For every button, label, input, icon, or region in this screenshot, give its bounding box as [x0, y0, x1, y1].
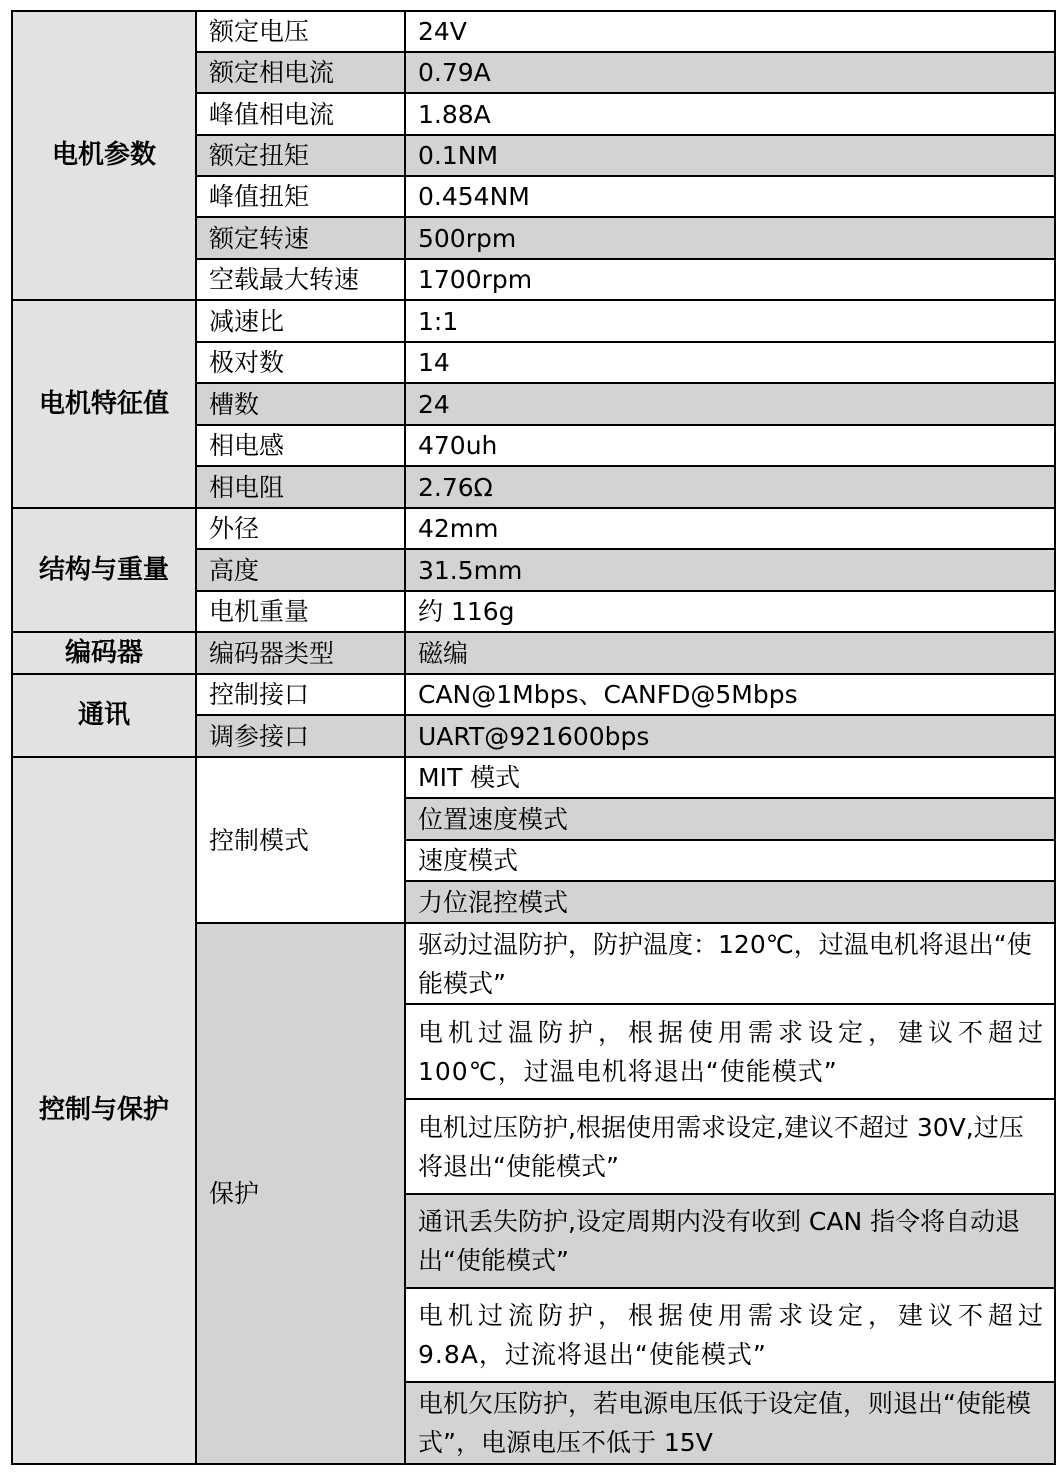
param-value: 42mm	[405, 508, 1055, 549]
protection-value: 通讯丢失防护,设定周期内没有收到 CAN 指令将自动退出“使能模式”	[405, 1194, 1055, 1288]
param-name: 高度	[196, 549, 405, 591]
category-motor-characteristics: 电机特征值	[12, 300, 196, 508]
param-value: 0.454NM	[405, 176, 1055, 217]
param-name: 峰值扭矩	[196, 176, 405, 217]
param-name: 相电感	[196, 425, 405, 466]
category-motor-params: 电机参数	[12, 11, 196, 300]
param-name: 额定电压	[196, 11, 405, 52]
param-name: 外径	[196, 508, 405, 549]
param-name: 峰值相电流	[196, 93, 405, 135]
param-value: 1.88A	[405, 93, 1055, 135]
spec-table	[11, 10, 1056, 1465]
param-value: 1:1	[405, 300, 1055, 342]
category-communication: 通讯	[12, 674, 196, 757]
param-name: 控制接口	[196, 674, 405, 715]
control-mode-label: 控制模式	[196, 757, 405, 923]
param-value: CAN@1Mbps、CANFD@5Mbps	[405, 674, 1055, 715]
protection-value: 电机过流防护，根据使用需求设定，建议不超过9.8A，过流将退出“使能模式”	[405, 1288, 1055, 1382]
param-name: 额定相电流	[196, 52, 405, 93]
protection-value: 电机欠压防护，若电源电压低于设定值，则退出“使能模式”，电源电压不低于 15V	[405, 1382, 1055, 1464]
param-value: 14	[405, 342, 1055, 383]
param-name: 额定扭矩	[196, 135, 405, 176]
param-name: 空载最大转速	[196, 259, 405, 300]
param-name: 极对数	[196, 342, 405, 383]
param-value: 1700rpm	[405, 259, 1055, 300]
control-mode-value: 力位混控模式	[405, 881, 1055, 923]
param-name: 槽数	[196, 383, 405, 425]
param-value: 磁编	[405, 632, 1055, 674]
category-control-protection: 控制与保护	[12, 757, 196, 1464]
param-name: 调参接口	[196, 715, 405, 757]
param-value: 0.79A	[405, 52, 1055, 93]
protection-value: 电机过温防护，根据使用需求设定，建议不超过100℃，过温电机将退出“使能模式”	[405, 1004, 1055, 1099]
param-name: 编码器类型	[196, 632, 405, 674]
param-value: 500rpm	[405, 217, 1055, 259]
protection-label: 保护	[196, 923, 405, 1464]
category-structure-weight: 结构与重量	[12, 508, 196, 632]
param-value: 24	[405, 383, 1055, 425]
param-value: 31.5mm	[405, 549, 1055, 591]
category-encoder: 编码器	[12, 632, 196, 674]
param-value: UART@921600bps	[405, 715, 1055, 757]
protection-value: 驱动过温防护，防护温度：120℃，过温电机将退出“使能模式”	[405, 923, 1055, 1004]
param-value: 470uh	[405, 425, 1055, 466]
control-mode-value: 位置速度模式	[405, 798, 1055, 840]
control-mode-value: 速度模式	[405, 840, 1055, 881]
param-name: 减速比	[196, 300, 405, 342]
param-name: 电机重量	[196, 591, 405, 632]
param-value: 24V	[405, 11, 1055, 52]
param-name: 相电阻	[196, 466, 405, 508]
param-value: 2.76Ω	[405, 466, 1055, 508]
control-mode-value: MIT 模式	[405, 757, 1055, 798]
protection-value: 电机过压防护,根据使用需求设定,建议不超过 30V,过压将退出“使能模式”	[405, 1099, 1055, 1194]
param-name: 额定转速	[196, 217, 405, 259]
param-value: 约 116g	[405, 591, 1055, 632]
param-value: 0.1NM	[405, 135, 1055, 176]
